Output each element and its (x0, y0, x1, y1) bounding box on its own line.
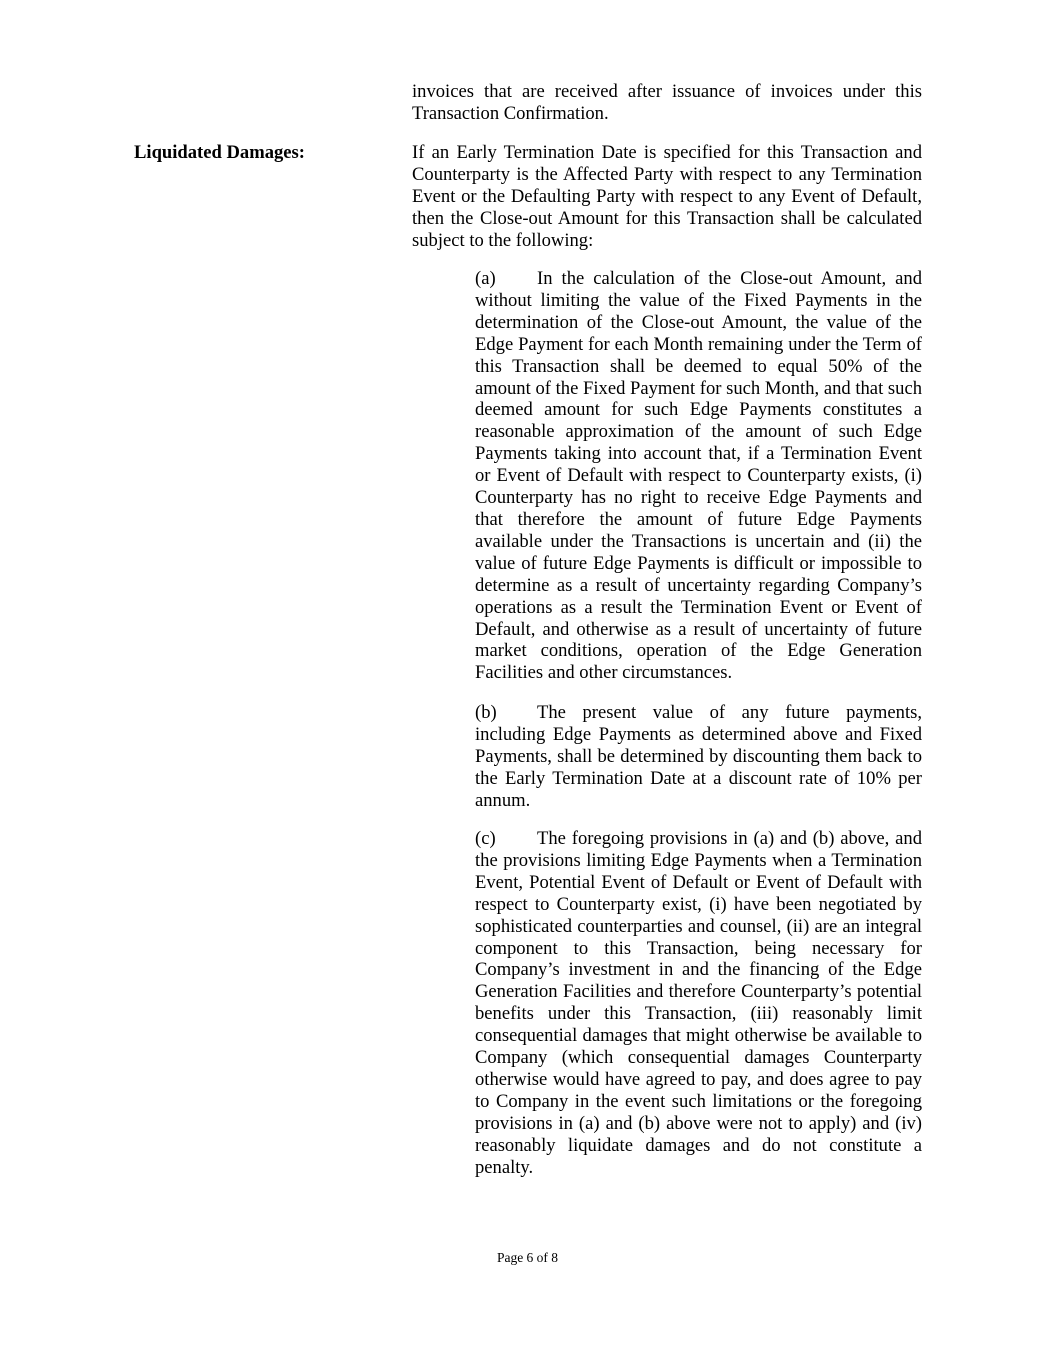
page-number-footer: Page 6 of 8 (496, 1250, 559, 1265)
subparagraph-b-text: The present value of any future payments, including Edge Payments as determined above and Fixed Payments, shall be determined by discounting them back to the Early Termination Date at a discount rate of 10% per annum. (475, 702, 922, 811)
subparagraph-a-marker: (a) (475, 268, 496, 289)
subparagraph-a (475, 268, 922, 684)
section-label: Liquidated Damages: (134, 142, 305, 163)
subparagraph-c-marker: (c) (475, 828, 496, 849)
section-intro-paragraph: If an Early Termination Date is specified for this Transaction and Counterparty is the Affected Party with respect to any Termination Event or the Defaulting Party with respect to any Event of Default, then the Close-out Amount for this Transaction shall be calculated subject to the following: (412, 142, 922, 251)
subparagraph-b-marker: (b) (475, 702, 497, 723)
subparagraph-c (475, 828, 922, 1179)
subparagraph-b (475, 702, 922, 812)
subparagraph-c-text: The foregoing provisions in (a) and (b) above, and the provisions limiting Edge Payments when a Termination Event, Potential Event of Default or Event of Default with respect to Counterparty exist, (i) have been negotiated by sophisticated counterparties and counsel, (ii) are an integral component to this Transaction, being necessary for Company’s investment in and the financing of the Edge Generation Facilities and therefore Counterparty’s potential benefits under this Transaction, (iii) reasonably limit consequential damages that might otherwise be available to Company (which consequential damages Counterparty otherwise would have agreed to pay, and does agree to pay to Company in the event such limitations or the foregoing provisions in (a) and (b) above were not to apply) and (iv) reasonably liquidate damages and do not constitute a penalty. (475, 828, 922, 1178)
continuation-paragraph: invoices that are received after issuance of invoices under this Transaction Confirmation. (412, 81, 922, 124)
subparagraph-a-text: In the calculation of the Close-out Amount, and without limiting the value of the Fixed Payments in the determination of the Close-out Amount, the value of the Edge Payment for each Month remaining under the Term of this Transaction shall be deemed to equal 50% of the amount of the Fixed Payment for such Month, and that such deemed amount for such Edge Payments constitutes a reasonable approximation of the amount of such Edge Payments taking into account that, if a Termination Event or Event of Default with respect to Counterparty exists, (i) Counterparty has no right to receive Edge Payments and that therefore the amount of future Edge Payments available under the Transactions is uncertain and (ii) the value of future Edge Payments is difficult or impossible to determine as a result of uncertainty regarding Company’s operations as a result the Termination Event or Event of Default, and otherwise as a result of uncertainty of future market conditions, operation of the Edge Generation Facilities and other circumstances. (475, 268, 922, 684)
